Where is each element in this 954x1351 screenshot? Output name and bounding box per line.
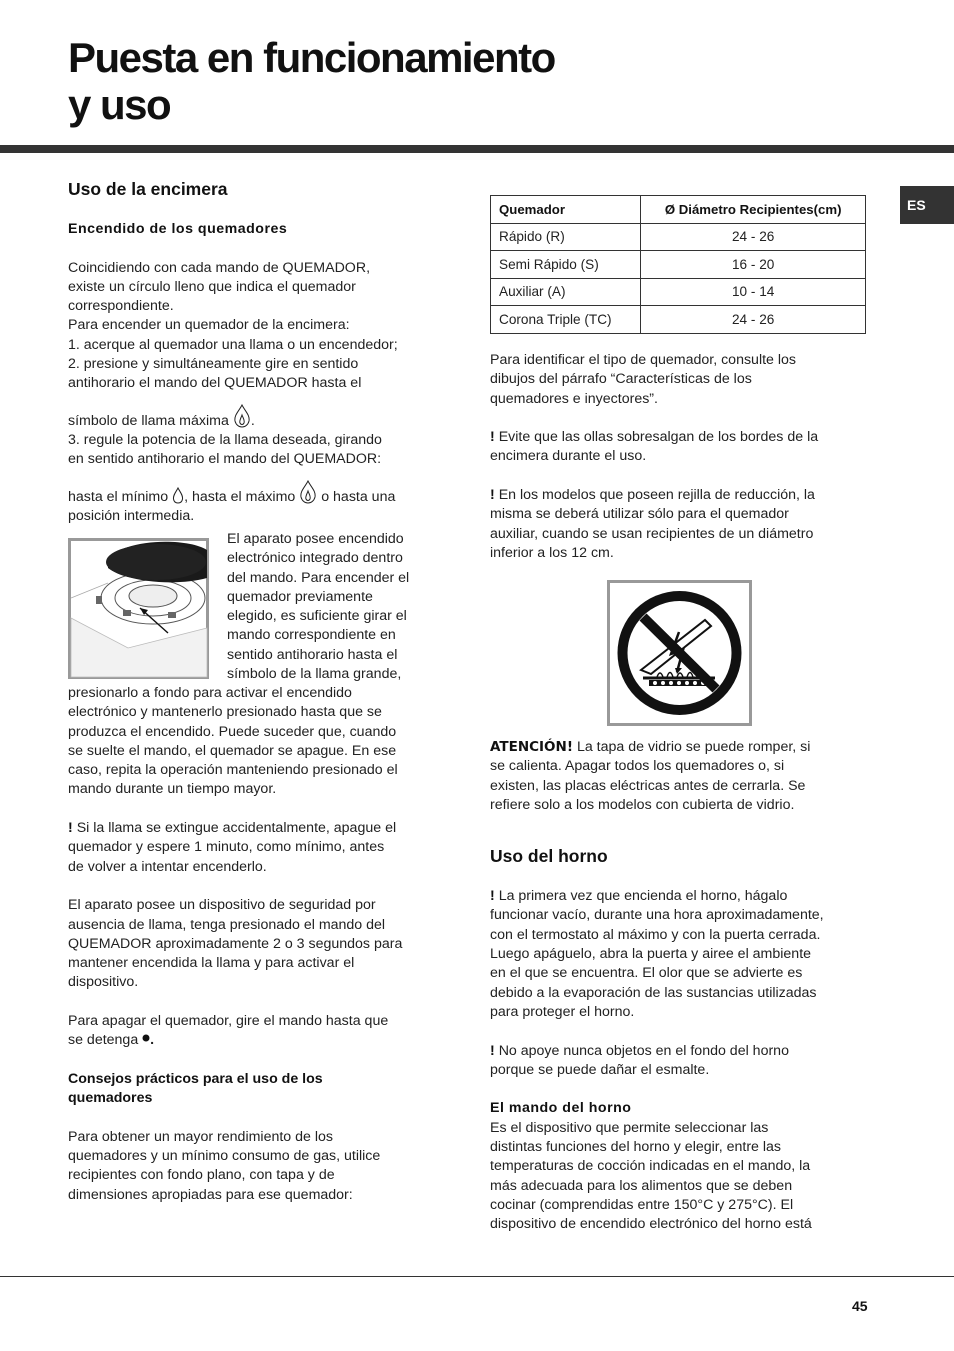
safety-device-paragraph: El aparato posee un dispositivo de seguridad por ausencia de llama, tenga presionado el mando del QUEMADOR aproximadamente 2 o 3 segundos para mantener encendida la llama y para activar el dispositivo. [68,897,403,991]
warning-first-use: ! La primera vez que encienda el horno, hágalo funcionar vacío, durante una hora aproximadamente, con el termostato al máximo y con la puerta cerrada. Luego apáguelo, abra la puerta y airee el ambiente en el que se encuentra. El olor que se advierte es debido a la evaporación de las sustancias utilizadas para proteger el horno. [490,888,824,1020]
section-heading-cooktop: Uso de la encimera [68,179,228,199]
warning-pans: ! Evite que las ollas sobresalgan de los bordes de la encimera durante el uso. [490,429,819,465]
page-title: Puesta en funcionamiento y uso [68,34,555,128]
footer-rule [0,1276,954,1277]
warning-oven-floor: ! No apoye nunca objetos en el fondo del horno porque se puede dañar el esmalte. [490,1042,789,1078]
attention-label: ATENCIÓN! [490,739,573,755]
electronic-ignition-text: El aparato posee encendido electrónico integrado dentro del mando. Para encender el quemador previamente elegido, es suficiente girar el mando correspondiente en sentido antihorario hasta el símbolo de la llama grande, [227,531,410,683]
ignition-continuation: presionarlo a fondo para activar el encendido electrónico y mantenerlo presionado hasta que se produzca el encendido. Puede suceder que, cuando se suelte el mando, el quemador se apague. En ese caso, repita la operación manteniendo presionado el mando durante un tiempo mayor. [68,685,398,798]
section-heading-oven: Uso del horno [490,846,608,867]
flame-min-icon [172,487,184,504]
subheading-ignition: Encendido de los quemadores [68,221,288,237]
no-closing-lid-warning-icon [607,580,752,726]
attention-glass-lid: ATENCIÓN! La tapa de vidrio se puede romper, si se calienta. Apagar todos los quemadores o, si existen, las placas eléctricas antes de cerrarla. Se refiere solo a los modelos con cubierta de vidrio. [490,739,811,813]
flame-max-icon [233,404,251,428]
burner-diameter-table [490,195,866,334]
oven-knob-paragraph: Es el dispositivo que permite seleccionar las distintas funciones del horno y elegir, entre las temperaturas de cocción indicadas en el mando, la más adecuada para los alimentos que se deben cocinar (comprendidas entre 150°C y 275°C). El dispositivo de encendido electrónico del horno está [490,1119,812,1233]
subheading-oven-knob: El mando del horno [490,1100,632,1117]
warning-mark: ! [490,487,495,504]
header-rule [0,145,954,153]
subheading-tips: Consejos prácticos para el uso de los quemadores [68,1070,323,1107]
filled-circle-icon [142,1034,150,1042]
table-row: Auxiliar (A) 10 - 14 [491,278,866,306]
table-row: Rápido (R) 24 - 26 [491,223,866,251]
warning-mark: ! [490,429,495,446]
identify-burner-paragraph: Para identificar el tipo de quemador, consulte los dibujos del párrafo “Características de los quemadores e inyectores”. [490,352,797,407]
warning-mark: ! [490,888,495,905]
ignition-paragraph: Coincidiendo con cada mando de QUEMADOR, existe un círculo lleno que indica el quemador correspondiente. Para encender un quemador de la encimera: 1. acerque al quemador una llama o un encendedor; 2. presione y simultáneamente gire en sentido antihorario el mando del QUEMADOR hasta el símbolo de llama máxima . 3. regule la potencia de la llama deseada, girando en sentido antihorario el mando del QUEMADOR: hasta el mínimo , hasta el máximo o hasta una posición intermedia. [68,259,398,524]
table-header: Quemador [491,196,641,224]
flame-max-icon [299,480,317,504]
burner-ignition-illustration [68,538,209,679]
right-column-lower [490,738,875,1235]
right-column-upper [490,351,875,563]
page-number: 45 [852,1298,868,1314]
warning-reduction-grid: ! En los modelos que poseen rejilla de reducción, la misma se deberá utilizar sólo para el quemador auxiliar, cuando se usan recipientes de un diámetro inferior a los 12 cm. [490,487,815,561]
table-row: Corona Triple (TC) 24 - 26 [491,306,866,334]
warning-flame-out: ! Si la llama se extingue accidentalmente, apague el quemador y espere 1 minuto, como mínimo, antes de volver a intentar encenderlo. [68,820,397,875]
warning-mark: ! [68,820,73,837]
left-column [68,178,448,526]
language-tab: ES [900,186,954,224]
turn-off-paragraph: Para apagar el quemador, gire el mando hasta que se detenga . [68,1013,389,1049]
warning-mark: ! [490,1042,495,1059]
tips-paragraph: Para obtener un mayor rendimiento de los quemadores y un mínimo consumo de gas, utilice recipientes con fondo plano, con tapa y de dimensiones apropiadas para ese quemador: [68,1128,381,1203]
left-column-lower [68,684,448,1205]
table-row: Semi Rápido (S) 16 - 20 [491,251,866,279]
table-header-row [491,196,866,224]
table-header: Ø Diámetro Recipientes(cm) [641,196,866,224]
